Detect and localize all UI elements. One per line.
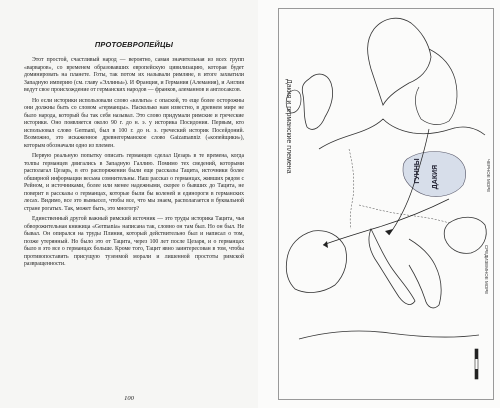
balkans-outline: [409, 239, 441, 308]
paragraph-1: Этот простой, счастливый народ — вероятно, самая значительная из всех групп «варваров», со временем образовавших европейскую цивилизацию, которая будет доминировать на планете. Готы, так потом их называли римляне, в итоге захватили Западную империю (см. главу «Эллины»). И Франция, и Германия (Алемания), и Англия ведут свое происхождение от германских народов — франков, алеманнов и англосаксов.: [24, 57, 244, 93]
italy-outline: [369, 229, 415, 304]
region-label-huns: ГУННЫ: [414, 158, 421, 184]
europe-map: [279, 9, 493, 399]
ireland-outline: [286, 90, 301, 113]
map-caption-text: Дакия и германские племена: [285, 79, 292, 174]
arrow-head-1: [385, 229, 393, 235]
scandinavia-outline: [368, 18, 431, 105]
paragraph-4: Единственный другой важный римский источник — это труды историка Тацита, чья обворожительная книжица «Germania» написана так, словно он там был. Но он был. Не бывал. Он опирался на труды Плиния, который действительно был и написал о том, позже утерянный. Но было это от Тацита, через 100 лет после Цезаря, и о германцах было в это все о германцах больше. Кроме того, Тацит явно заинтересован в том, чтобы противопоставить присущую тузенмой морали и лишенной простоты римской развращенности.: [24, 216, 244, 267]
scale-bar-fill-2: [475, 369, 478, 379]
continent-coast: [319, 119, 485, 149]
chapter-title: ПРОТОЕВРОПЕЙЦЫ: [94, 40, 174, 49]
britain-outline: [302, 74, 332, 129]
map-figure: [278, 8, 494, 400]
region-label-dacia: ДАКИЯ: [432, 164, 439, 190]
scale-bar-fill: [475, 349, 478, 359]
right-page: [258, 0, 500, 408]
migration-route-2: [323, 199, 449, 245]
sea-label-2: СРЕДИЗЕМНОЕ МОРЕ: [484, 245, 489, 295]
paragraph-2: Но если историки использовали слово «кельты» с опаской, то еще более осторожны они должны быть со словом «германцы». Насколько нам известно, в древнем мире не было народа, который бы так себя называл. Это слово придумали римские и греческие историки. Оно появляется около 90 г. до н. э. у историка Посидония. Первым, кто использовал слово Germani, был в 100 г. до н. э. греческий историк Посейдоний. Возможно, это искаженное древнегерманское слово Gaizamanniz («копейщики»), которым обозначали одно из племен.: [24, 97, 244, 149]
africa-coast: [299, 331, 479, 339]
paragraph-3: Первую реальную попытку описать германцев сделал Цезарь в те времена, когда толпы германцев двигались в Западную Галлию. Помимо тех сведений, которыми располагал Цезарь, в его распоряжении были еще рассказы Тацита, источники более обширной информации весьма сомнительны. Наш рассказ о германцах, живших рядом с Рейном, и источниками, более или менее надежными, скорее о бывших до Тацита, не поверит в рассказы о германцах, которые были бы коленей и единороги в германских лесах. Видимо, все это вымысел, чтобы все, что мы знаем, располагается в буквальной стране рогатых. Так, может быть, это многогр?: [24, 153, 244, 212]
sea-label: ЧЕРНОЕ МОРЕ: [486, 159, 491, 193]
baltic-coast: [415, 49, 457, 125]
black-sea-outline: [444, 217, 486, 253]
page-number: 100: [124, 395, 134, 402]
arrow-head-2: [323, 241, 328, 248]
river-rhine: [349, 149, 354, 229]
river-danube: [359, 205, 449, 223]
